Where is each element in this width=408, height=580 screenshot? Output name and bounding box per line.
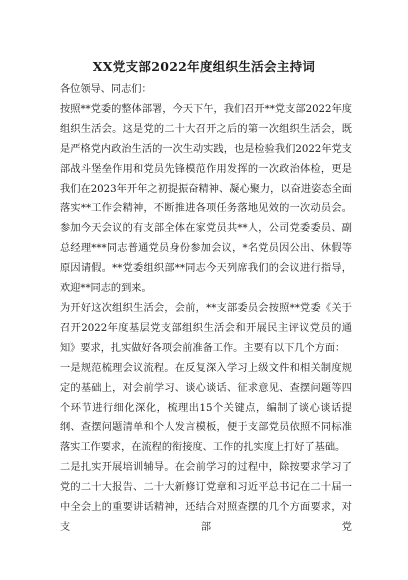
- paragraph-salutation: 各位领导、同志们：: [60, 84, 152, 95]
- paragraph-point-one: 一是规范梳理会议流程。在反复深入学习上级文件和相关制度规定的基础上，对会前学习、谈心谈话、征求意见、查摆问题等四个环节进行细化深化，梳理出15个关键点，编制了谈心谈话提纲、查摆问题清单和个人发言模板，便于支部党员依照不同标准落实工作要求，在流程的衔接度、工作的扎实度上打好了基础。: [60, 362, 352, 454]
- document-title: XX党支部2022年度组织生活会主持词: [92, 59, 316, 74]
- document-body: [60, 80, 352, 538]
- paragraph-opening: 按照**党委的整体部署，今天下午，我们召开**党支部2022年度组织生活会。这是党的二十大召开之后的第一次组织生活会，既是严格党内政治生活的一次生动实践，也是检验我们2022年党支部战斗堡垒作用和党员先锋模范作用发挥的一次政治体检，更是我们在2023年开年之初提振奋精神、凝心聚力，以奋进姿态全面落实**工作会精神，不断推进各项任务落地见效的一次动员会。参加今天会议的有支部全体在家党员共**人，公司党委委员、副总经理***同志普通党员身份参加会议，*名党员因公出、休假等原因请假。**党委组织部**同志今天列席我们的会议进行指导，欢迎**同志的到来。: [60, 103, 352, 295]
- paragraph-preparation: 为开好这次组织生活会，会前，**支部委员会按照**党委《关于召开2022年度基层党支部组织生活会和开展民主评议党员的通知》要求，扎实做好各项会前准备工作。主要有以下几个方面：: [60, 302, 352, 354]
- paragraph-point-two: 二是扎实开展培训辅导。在会前学习的过程中，除按要求学习了党的二十大报告、二十大新修订党章和习近平总书记在二十届一中全会上的重要讲话精神，还结合对照查摆的几个方面要求，对支部党: [60, 462, 352, 533]
